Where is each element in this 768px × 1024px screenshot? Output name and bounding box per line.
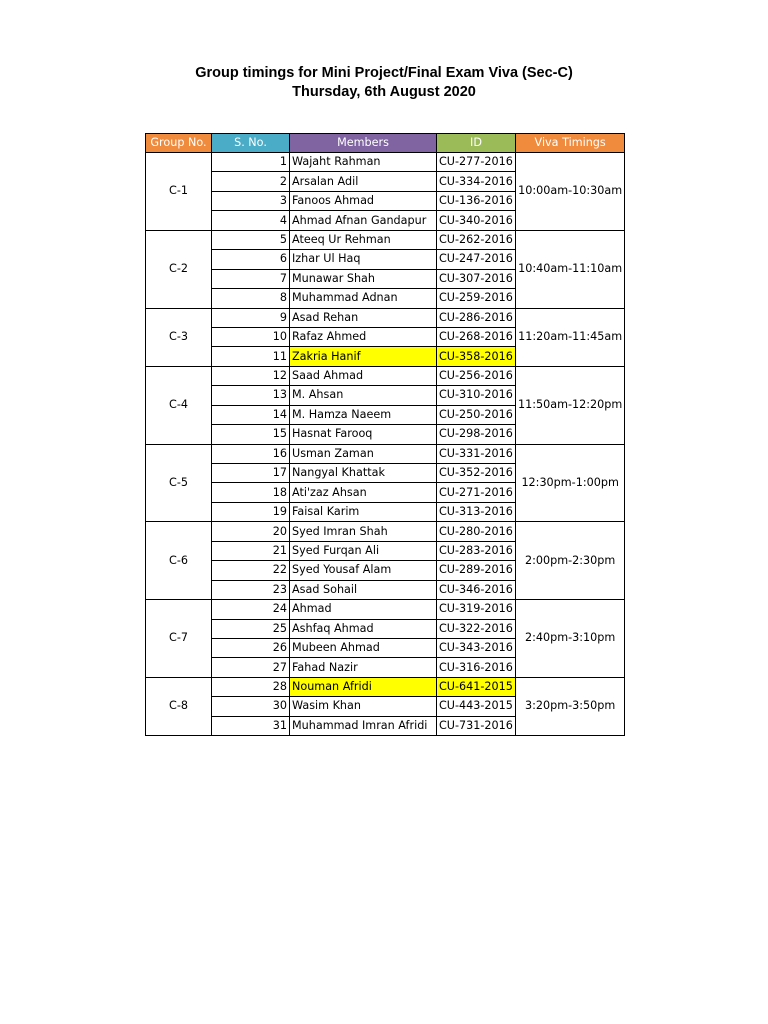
member-name-cell: Wasim Khan [290,697,437,716]
serial-number-cell: 14 [212,405,290,424]
document-title-block [0,64,768,102]
group-number-cell: C-7 [146,600,212,678]
table-row [146,522,625,541]
serial-number-cell: 18 [212,483,290,502]
student-id-cell: CU-346-2016 [437,580,516,599]
student-id-cell: CU-250-2016 [437,405,516,424]
member-name-cell: Wajaht Rahman [290,153,437,172]
serial-number-cell: 2 [212,172,290,191]
student-id-cell: CU-343-2016 [437,638,516,657]
member-name-cell: Syed Yousaf Alam [290,561,437,580]
serial-number-cell: 25 [212,619,290,638]
serial-number-cell: 31 [212,716,290,735]
table-row [146,153,625,172]
student-id-cell: CU-268-2016 [437,327,516,346]
serial-number-cell: 17 [212,464,290,483]
member-name-cell: Nangyal Khattak [290,464,437,483]
serial-number-cell: 4 [212,211,290,230]
header-group-no: Group No. [146,134,212,153]
member-name-cell: Asad Rehan [290,308,437,327]
group-number-cell: C-3 [146,308,212,366]
table-row [146,677,625,696]
student-id-cell: CU-307-2016 [437,269,516,288]
serial-number-cell: 22 [212,561,290,580]
student-id-cell: CU-259-2016 [437,289,516,308]
serial-number-cell: 15 [212,425,290,444]
serial-number-cell: 28 [212,677,290,696]
student-id-cell: CU-298-2016 [437,425,516,444]
student-id-cell: CU-313-2016 [437,502,516,521]
group-number-cell: C-6 [146,522,212,600]
member-name-cell: Saad Ahmad [290,366,437,385]
member-name-cell: Fanoos Ahmad [290,191,437,210]
serial-number-cell: 1 [212,153,290,172]
student-id-cell: CU-334-2016 [437,172,516,191]
student-id-cell: CU-443-2015 [437,697,516,716]
serial-number-cell: 19 [212,502,290,521]
table-row [146,230,625,249]
student-id-cell: CU-322-2016 [437,619,516,638]
serial-number-cell: 10 [212,327,290,346]
serial-number-cell: 30 [212,697,290,716]
header-serial-no: S. No. [212,134,290,153]
serial-number-cell: 26 [212,638,290,657]
group-number-cell: C-1 [146,153,212,231]
viva-timing-cell: 11:20am-11:45am [516,308,625,366]
student-id-cell: CU-280-2016 [437,522,516,541]
header-members: Members [290,134,437,153]
member-name-cell: Ahmad Afnan Gandapur [290,211,437,230]
member-name-cell: Syed Imran Shah [290,522,437,541]
member-name-cell: Arsalan Adil [290,172,437,191]
member-name-cell: Fahad Nazir [290,658,437,677]
serial-number-cell: 9 [212,308,290,327]
viva-timing-cell: 2:00pm-2:30pm [516,522,625,600]
serial-number-cell: 13 [212,386,290,405]
serial-number-cell: 7 [212,269,290,288]
viva-timing-cell: 2:40pm-3:10pm [516,600,625,678]
student-id-cell: CU-331-2016 [437,444,516,463]
student-id-cell: CU-319-2016 [437,600,516,619]
student-id-cell: CU-340-2016 [437,211,516,230]
student-id-cell: CU-316-2016 [437,658,516,677]
student-id-cell: CU-286-2016 [437,308,516,327]
group-number-cell: C-8 [146,677,212,735]
member-name-cell: Asad Sohail [290,580,437,599]
table-row [146,366,625,385]
student-id-cell: CU-271-2016 [437,483,516,502]
serial-number-cell: 6 [212,250,290,269]
member-name-cell: Syed Furqan Ali [290,541,437,560]
member-name-cell: Rafaz Ahmed [290,327,437,346]
member-name-cell: M. Ahsan [290,386,437,405]
member-name-cell: Muhammad Imran Afridi [290,716,437,735]
header-id: ID [437,134,516,153]
student-id-cell: CU-641-2015 [437,677,516,696]
member-name-cell: Ahmad [290,600,437,619]
student-id-cell: CU-358-2016 [437,347,516,366]
serial-number-cell: 24 [212,600,290,619]
table-header-row [146,134,625,153]
student-id-cell: CU-262-2016 [437,230,516,249]
student-id-cell: CU-247-2016 [437,250,516,269]
table-body [146,153,625,736]
group-number-cell: C-5 [146,444,212,522]
table-row [146,308,625,327]
member-name-cell: Faisal Karim [290,502,437,521]
student-id-cell: CU-277-2016 [437,153,516,172]
serial-number-cell: 16 [212,444,290,463]
member-name-cell: Ashfaq Ahmad [290,619,437,638]
viva-timing-cell: 3:20pm-3:50pm [516,677,625,735]
member-name-cell: Usman Zaman [290,444,437,463]
member-name-cell: Ateeq Ur Rehman [290,230,437,249]
serial-number-cell: 8 [212,289,290,308]
student-id-cell: CU-289-2016 [437,561,516,580]
student-id-cell: CU-136-2016 [437,191,516,210]
table-row [146,444,625,463]
viva-schedule-table [145,133,625,736]
student-id-cell: CU-310-2016 [437,386,516,405]
member-name-cell: Nouman Afridi [290,677,437,696]
serial-number-cell: 27 [212,658,290,677]
member-name-cell: Munawar Shah [290,269,437,288]
serial-number-cell: 12 [212,366,290,385]
student-id-cell: CU-352-2016 [437,464,516,483]
document-date: Thursday, 6th August 2020 [292,84,476,100]
viva-timing-cell: 12:30pm-1:00pm [516,444,625,522]
student-id-cell: CU-731-2016 [437,716,516,735]
serial-number-cell: 20 [212,522,290,541]
group-number-cell: C-4 [146,366,212,444]
document-title: Group timings for Mini Project/Final Exam Viva (Sec-C) [195,65,573,81]
member-name-cell: Muhammad Adnan [290,289,437,308]
group-number-cell: C-2 [146,230,212,308]
serial-number-cell: 23 [212,580,290,599]
table-row [146,600,625,619]
member-name-cell: Zakria Hanif [290,347,437,366]
member-name-cell: Mubeen Ahmad [290,638,437,657]
viva-timing-cell: 11:50am-12:20pm [516,366,625,444]
viva-timing-cell: 10:40am-11:10am [516,230,625,308]
member-name-cell: Hasnat Farooq [290,425,437,444]
viva-timing-cell: 10:00am-10:30am [516,153,625,231]
student-id-cell: CU-256-2016 [437,366,516,385]
serial-number-cell: 11 [212,347,290,366]
student-id-cell: CU-283-2016 [437,541,516,560]
serial-number-cell: 5 [212,230,290,249]
member-name-cell: Ati'zaz Ahsan [290,483,437,502]
serial-number-cell: 21 [212,541,290,560]
header-viva-timings: Viva Timings [516,134,625,153]
member-name-cell: M. Hamza Naeem [290,405,437,424]
serial-number-cell: 3 [212,191,290,210]
member-name-cell: Izhar Ul Haq [290,250,437,269]
